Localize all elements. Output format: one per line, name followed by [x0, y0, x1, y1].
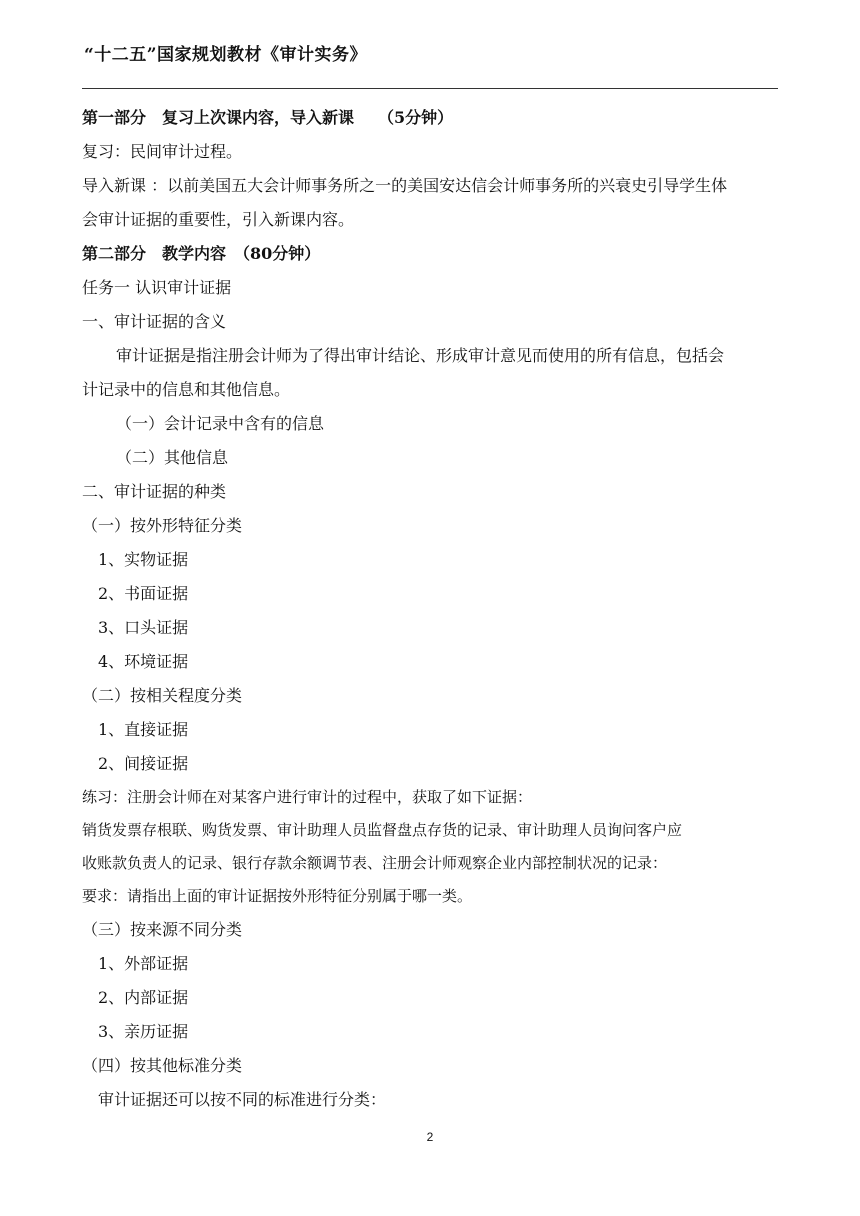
list-item: 2、间接证据	[98, 754, 189, 773]
paragraph-definition-line-2: 计记录中的信息和其他信息。	[82, 380, 291, 399]
list-item-other-info: （二）其他信息	[116, 448, 229, 467]
paragraph-intro-line-1: 导入新课 ：以前美国五大会计师事务所之一的美国安达信会计师事务所的兴衰史引导学生体	[82, 176, 728, 195]
list-item: 4、环境证据	[98, 652, 189, 671]
list-item: 1、直接证据	[98, 720, 189, 739]
task-heading: 任务一 认识审计证据	[82, 278, 232, 297]
list-item: 2、内部证据	[98, 988, 189, 1007]
header-rule	[82, 88, 778, 89]
category-by-form: （一）按外形特征分类	[82, 516, 243, 535]
exercise-evidence-line-1: 销货发票存根联、购货发票、审计助理人员监督盘点存货的记录、审计助理人员询问客户应	[82, 821, 683, 839]
list-item: 3、口头证据	[98, 618, 189, 637]
list-item: 1、实物证据	[98, 550, 189, 569]
page-header-title: “十二五”国家规划教材《审计实务》	[84, 45, 368, 65]
subheading-types: 二、审计证据的种类	[82, 482, 227, 501]
page-number: 2	[426, 1130, 434, 1144]
section-heading-part-one: 第一部分 复习上次课内容，导入新课 （5分钟）	[82, 108, 454, 127]
category-by-relevance: （二）按相关程度分类	[82, 686, 243, 705]
section-heading-part-two: 第二部分 教学内容 （80分钟）	[82, 244, 321, 263]
list-item: 1、外部证据	[98, 954, 189, 973]
paragraph-review: 复习：民间审计过程。	[82, 142, 243, 161]
paragraph-other-classification: 审计证据还可以按不同的标准进行分类：	[98, 1090, 387, 1109]
exercise-requirement: 要求：请指出上面的审计证据按外形特征分别属于哪一类。	[82, 887, 473, 905]
paragraph-definition-line-1: 审计证据是指注册会计师为了得出审计结论、形成审计意见而使用的所有信息，包括会	[116, 346, 725, 365]
exercise-intro: 练习：注册会计师在对某客户进行审计的过程中，获取了如下证据：	[82, 788, 533, 806]
list-item-accounting-records: （一）会计记录中含有的信息	[116, 414, 325, 433]
list-item: 3、亲历证据	[98, 1022, 189, 1041]
exercise-evidence-line-2: 收账款负责人的记录、银行存款余额调节表、注册会计师观察企业内部控制状况的记录：	[82, 854, 668, 872]
category-by-other: （四）按其他标准分类	[82, 1056, 243, 1075]
paragraph-intro-line-2: 会审计证据的重要性，引入新课内容。	[82, 210, 355, 229]
subheading-definition: 一、审计证据的含义	[82, 312, 227, 331]
category-by-source: （三）按来源不同分类	[82, 920, 243, 939]
list-item: 2、书面证据	[98, 584, 189, 603]
